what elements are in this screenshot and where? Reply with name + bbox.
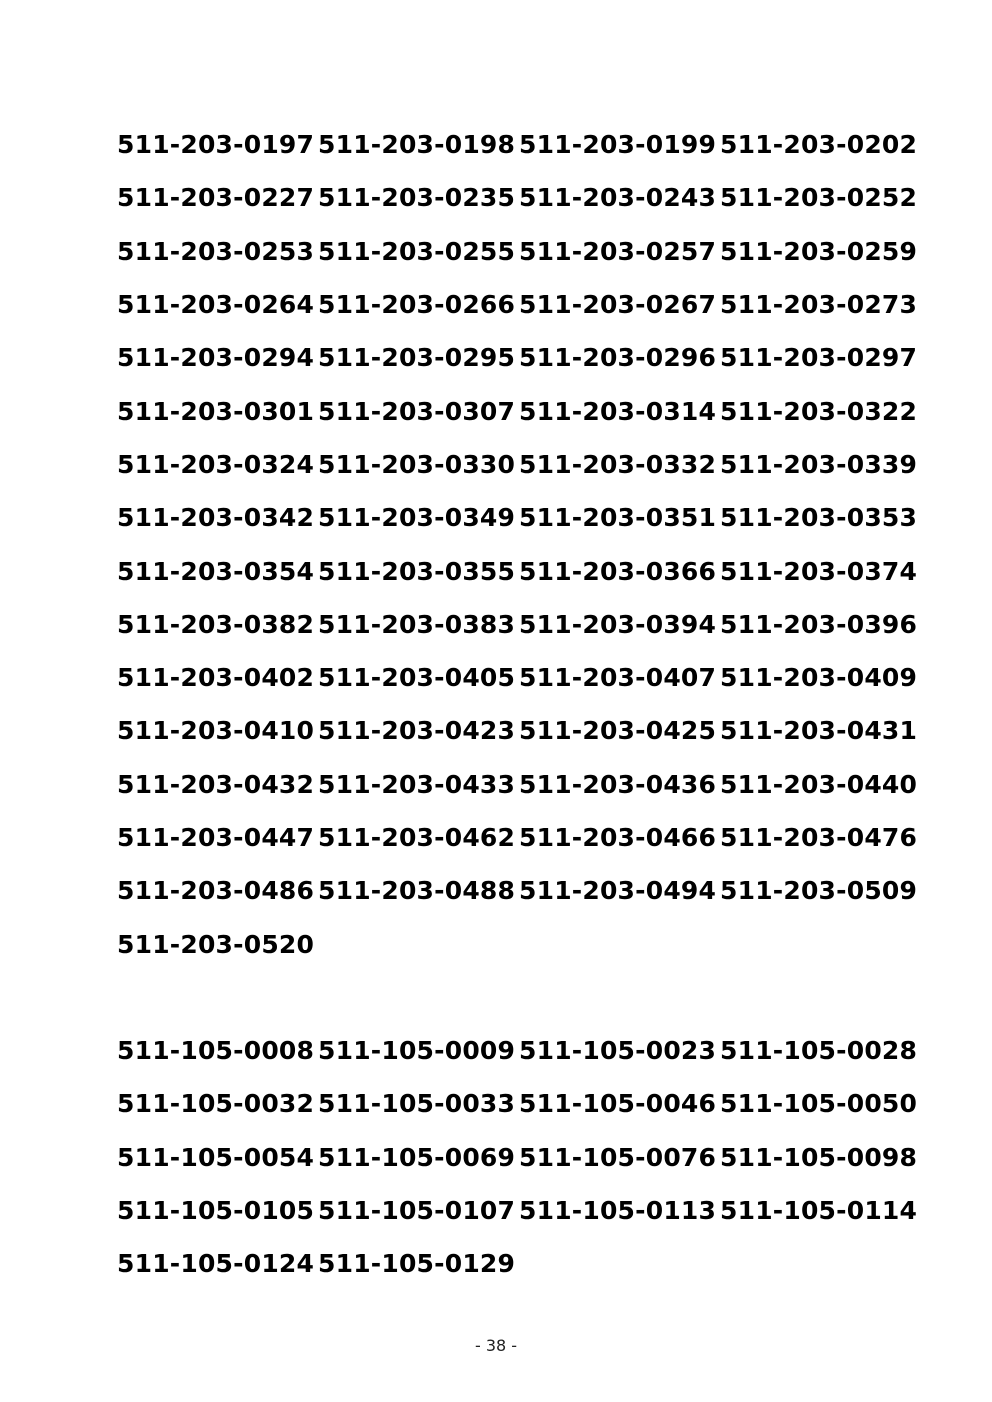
list-item: 511-203-0383 [318,609,516,639]
list-item: 511-203-0199 [519,130,717,160]
list-item: 511-203-0198 [318,130,516,160]
number-list-105 [117,1024,921,1290]
list-item: 511-105-0069 [318,1142,516,1172]
list-item: 511-203-0330 [318,449,516,479]
list-item: 511-203-0197 [117,130,315,160]
list-item: 511-203-0294 [117,343,315,373]
list-item: 511-203-0266 [318,290,516,320]
list-item: 511-203-0227 [117,183,315,213]
list-item: 511-105-0129 [318,1249,516,1279]
list-item: 511-203-0486 [117,876,315,906]
list-item: 511-203-0324 [117,449,315,479]
list-item: 511-105-0009 [318,1036,516,1066]
list-item: 511-105-0098 [720,1142,918,1172]
list-item: 511-203-0297 [720,343,918,373]
list-item: 511-203-0432 [117,769,315,799]
list-item: 511-105-0033 [318,1089,516,1119]
list-item: 511-203-0243 [519,183,717,213]
list-item: 511-203-0351 [519,503,717,533]
list-item: 511-203-0407 [519,663,717,693]
list-item: 511-203-0259 [720,236,918,266]
page-number: - 38 - [474,1336,518,1355]
list-item: 511-203-0322 [720,396,918,426]
number-list-203 [117,118,921,971]
list-item: 511-203-0488 [318,876,516,906]
list-item: 511-203-0520 [117,929,315,959]
list-item: 511-203-0366 [519,556,717,586]
list-item: 511-105-0008 [117,1036,315,1066]
list-item: 511-203-0295 [318,343,516,373]
list-item: 511-105-0054 [117,1142,315,1172]
list-item: 511-203-0267 [519,290,717,320]
list-item: 511-105-0113 [519,1196,717,1226]
list-item: 511-105-0076 [519,1142,717,1172]
list-item: 511-203-0349 [318,503,516,533]
list-item: 511-105-0028 [720,1036,918,1066]
list-item: 511-203-0466 [519,823,717,852]
list-item: 511-105-0046 [519,1089,717,1119]
list-item: 511-203-0253 [117,236,315,266]
list-item: 511-203-0462 [318,823,516,852]
list-item: 511-203-0509 [720,876,918,906]
list-item: 511-203-0235 [318,183,516,213]
list-item: 511-203-0409 [720,663,918,693]
list-item: 511-203-0476 [720,823,918,852]
list-item: 511-203-0202 [720,130,918,160]
list-item: 511-203-0402 [117,663,315,693]
list-item: 511-203-0264 [117,290,315,320]
list-item: 511-203-0257 [519,236,717,266]
list-item: 511-203-0332 [519,449,717,479]
list-item: 511-203-0301 [117,396,315,426]
list-item: 511-203-0355 [318,556,516,586]
list-item: 511-203-0339 [720,449,918,479]
list-item: 511-105-0105 [117,1196,315,1226]
list-item: 511-105-0114 [720,1196,918,1226]
list-item: 511-203-0494 [519,876,717,906]
list-item: 511-203-0447 [117,823,315,852]
list-item: 511-203-0436 [519,769,717,799]
list-item: 511-203-0273 [720,290,918,320]
list-item: 511-203-0342 [117,503,315,533]
list-item: 511-203-0374 [720,556,918,586]
list-item: 511-105-0050 [720,1089,918,1119]
list-item: 511-203-0382 [117,609,315,639]
list-item: 511-203-0255 [318,236,516,266]
list-item: 511-105-0032 [117,1089,315,1119]
list-item: 511-203-0440 [720,769,918,799]
list-item: 511-203-0410 [117,716,315,746]
list-item: 511-203-0425 [519,716,717,746]
list-item: 511-105-0107 [318,1196,516,1226]
list-item: 511-203-0314 [519,396,717,426]
list-item: 511-203-0396 [720,609,918,639]
list-item: 511-203-0423 [318,716,516,746]
list-item: 511-203-0307 [318,396,516,426]
list-item: 511-203-0431 [720,716,918,746]
list-item: 511-203-0353 [720,503,918,533]
list-item: 511-203-0296 [519,343,717,373]
list-item: 511-105-0124 [117,1249,315,1279]
list-item: 511-105-0023 [519,1036,717,1066]
list-item: 511-203-0405 [318,663,516,693]
list-item: 511-203-0354 [117,556,315,586]
list-item: 511-203-0433 [318,769,516,799]
list-item: 511-203-0252 [720,183,918,213]
list-item: 511-203-0394 [519,609,717,639]
